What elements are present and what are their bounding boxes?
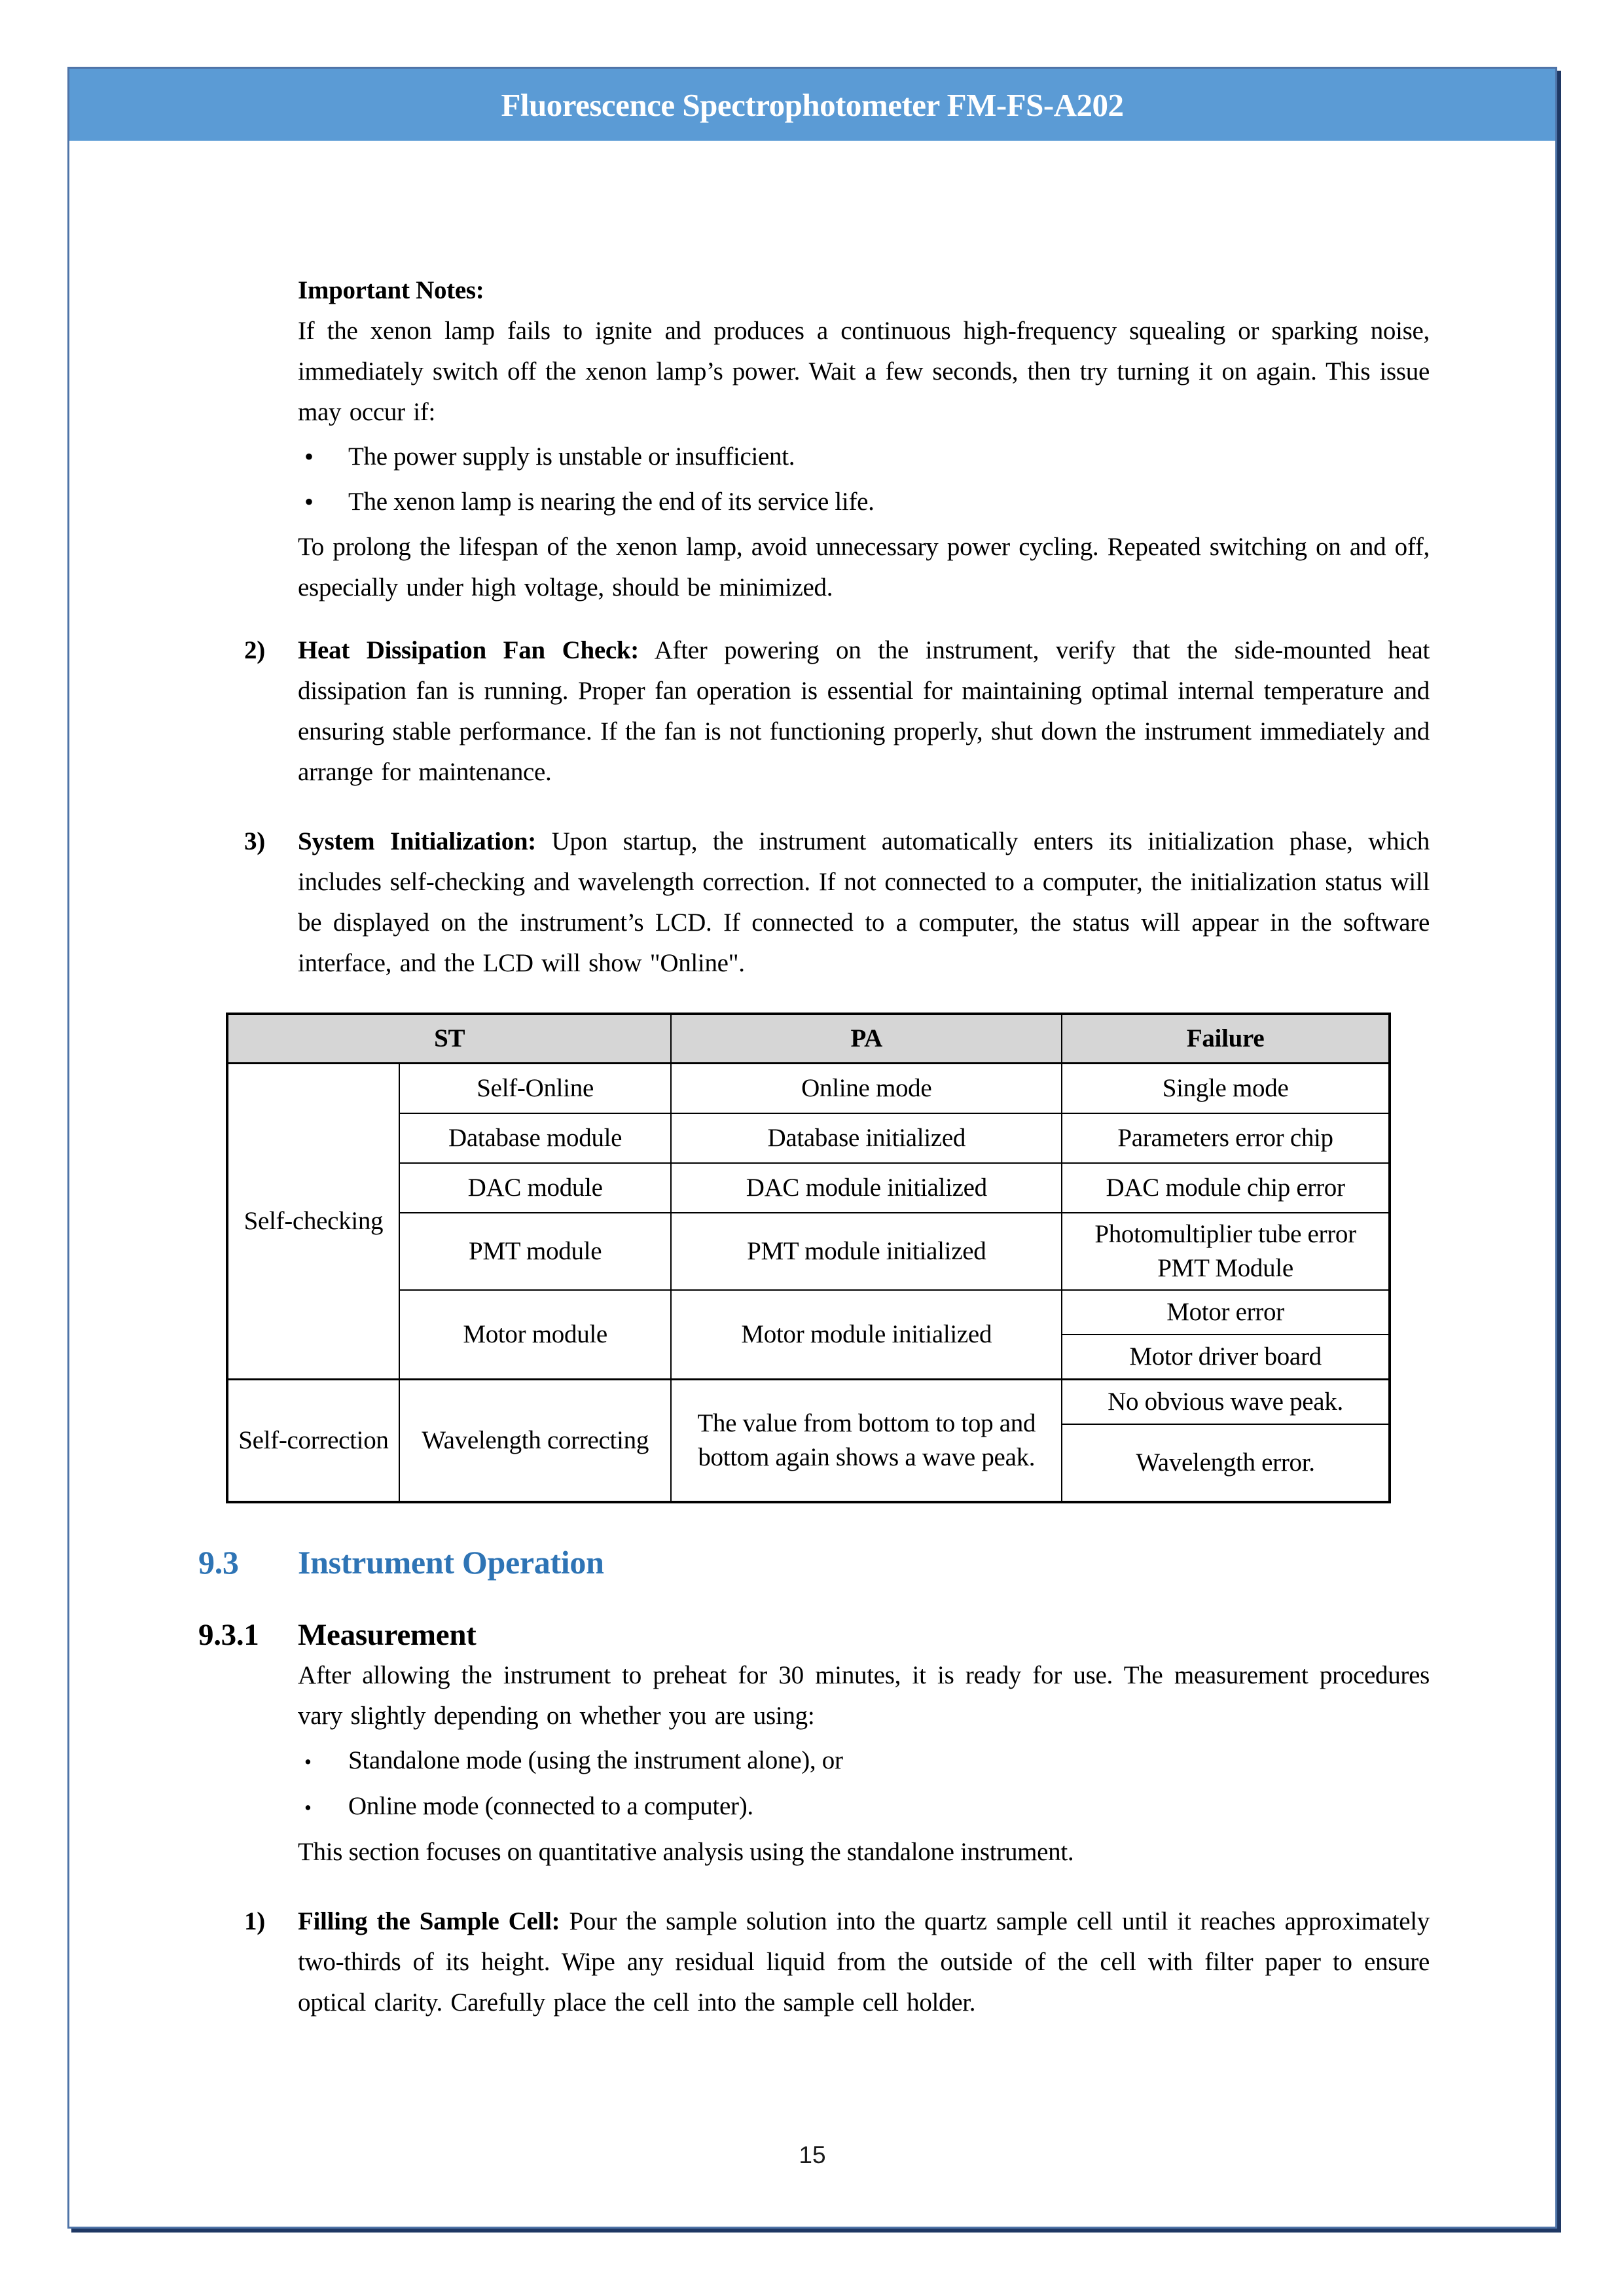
section-heading-9-3-1 — [198, 1615, 1430, 1655]
table-header-row — [227, 1014, 1390, 1064]
table-cell: PMT module initialized — [671, 1213, 1062, 1290]
bullet-icon — [298, 437, 348, 478]
table-cell: Wavelength error. — [1062, 1424, 1390, 1502]
title-bar — [69, 69, 1555, 141]
important-notes-heading: Important Notes: — [298, 276, 484, 304]
table-cell: Database module — [399, 1113, 672, 1163]
item-text: Upon startup, the instrument automatically enters its initialization phase, which includes self-checking and wavelength correction. If not connected to a computer, the initialization status will be displayed on the instrument’s LCD. If connected to a computer, the status will appear in the software interface, and the LCD will show "Online". — [298, 827, 1430, 977]
notes-bullet-list — [298, 437, 1430, 523]
table-cell: Self-Online — [399, 1064, 672, 1114]
table-row — [227, 1290, 1390, 1335]
group-label-self-correction: Self-correction — [227, 1380, 399, 1503]
table-cell: PMT module — [399, 1213, 672, 1290]
measurement-paragraph-1: After allowing the instrument to preheat for 30 minutes, it is ready for use. The measurement procedures vary slightly depending on whether you are using: — [298, 1661, 1430, 1730]
section-title: Measurement — [298, 1618, 477, 1652]
document-title: Fluorescence Spectrophotometer FM-FS-A202 — [501, 86, 1124, 123]
table-row — [227, 1064, 1390, 1114]
status-table — [226, 1013, 1391, 1503]
table-cell: Motor driver board — [1062, 1335, 1390, 1380]
numbered-item-2 — [198, 630, 1430, 793]
item-number: 3) — [244, 827, 265, 855]
bullet-icon — [298, 482, 348, 523]
item-text: Pour the sample solution into the quartz sample cell until it reaches approximately two-thirds of its height. Wipe any residual liquid from the outside of the cell with filter paper to ensure optical clarity. Carefully place the cell into the sample cell holder. — [298, 1907, 1430, 2017]
bullet-text: The power supply is unstable or insufficient. — [348, 442, 795, 471]
important-notes-section — [298, 270, 1430, 608]
table-cell: Database initialized — [671, 1113, 1062, 1163]
table-cell: The value from bottom to top and bottom again shows a wave peak. — [671, 1380, 1062, 1503]
header-cell-st: ST — [227, 1014, 671, 1064]
item-body — [298, 1901, 1430, 2023]
page-content — [69, 141, 1555, 2023]
page-footer — [69, 2142, 1555, 2169]
item-text: After powering on the instrument, verify that the side-mounted heat dissipation fan is running. Proper fan operation is essential for maintaining optimal internal temperature and ensuring stable performance. If the fan is not functioning properly, shut down the instrument immediately and arrange for maintenance. — [298, 636, 1430, 786]
table-row — [227, 1113, 1390, 1163]
table-cell: Motor module — [399, 1290, 672, 1380]
item-number: 1) — [244, 1907, 265, 1935]
table-cell: No obvious wave peak. — [1062, 1380, 1390, 1425]
list-item — [298, 1740, 1430, 1782]
item-body — [298, 630, 1430, 793]
notes-paragraph-1: If the xenon lamp fails to ignite and produces a continuous high-frequency squealing or sparking noise, immediately switch off the xenon lamp’s power. Wait a few seconds, then try turning it on again. This issue may occur if: — [298, 317, 1430, 426]
page-number: 15 — [799, 2142, 826, 2168]
bullet-icon — [298, 1740, 348, 1782]
numbered-item-3 — [198, 821, 1430, 984]
notes-paragraph-2: To prolong the lifespan of the xenon lamp, avoid unnecessary power cycling. Repeated switching on and off, especially under high voltage, should be minimized. — [298, 533, 1430, 601]
item-label: System Initialization: — [298, 827, 536, 855]
table-cell: DAC module initialized — [671, 1163, 1062, 1213]
table-row — [227, 1213, 1390, 1290]
measurement-section — [298, 1655, 1430, 1873]
item-label: Filling the Sample Cell: — [298, 1907, 560, 1935]
table-cell: Parameters error chip — [1062, 1113, 1390, 1163]
measurement-bullet-list — [298, 1740, 1430, 1828]
measurement-paragraph-2: This section focuses on quantitative analysis using the standalone instrument. — [298, 1838, 1074, 1866]
item-label: Heat Dissipation Fan Check: — [298, 636, 639, 664]
header-cell-pa: PA — [671, 1014, 1062, 1064]
list-item — [298, 1786, 1430, 1828]
section-title: Instrument Operation — [298, 1544, 604, 1581]
bullet-icon — [298, 1786, 348, 1828]
bullet-text: Standalone mode (using the instrument alone), or — [348, 1746, 843, 1774]
bullet-text: Online mode (connected to a computer). — [348, 1792, 753, 1820]
table-cell: Motor module initialized — [671, 1290, 1062, 1380]
section-heading-9-3 — [198, 1541, 1430, 1583]
item-body — [298, 821, 1430, 984]
group-label-self-checking: Self-checking — [227, 1064, 399, 1380]
list-item — [298, 482, 1430, 523]
section-number: 9.3.1 — [198, 1618, 259, 1652]
item-number: 2) — [244, 636, 265, 664]
bullet-text: The xenon lamp is nearing the end of its service life. — [348, 488, 875, 516]
table-cell: DAC module — [399, 1163, 672, 1213]
table-cell: DAC module chip error — [1062, 1163, 1390, 1213]
table-cell: Motor error — [1062, 1290, 1390, 1335]
table-cell: Wavelength correcting — [399, 1380, 672, 1503]
table-cell: Photomultiplier tube error PMT Module — [1062, 1213, 1390, 1290]
header-cell-failure: Failure — [1062, 1014, 1390, 1064]
table-cell: Online mode — [671, 1064, 1062, 1114]
list-item — [298, 437, 1430, 478]
section-number: 9.3 — [198, 1544, 239, 1581]
numbered-item-1 — [198, 1901, 1430, 2023]
table-cell: Single mode — [1062, 1064, 1390, 1114]
table-row — [227, 1380, 1390, 1425]
table-row — [227, 1163, 1390, 1213]
page-frame — [67, 67, 1557, 2229]
